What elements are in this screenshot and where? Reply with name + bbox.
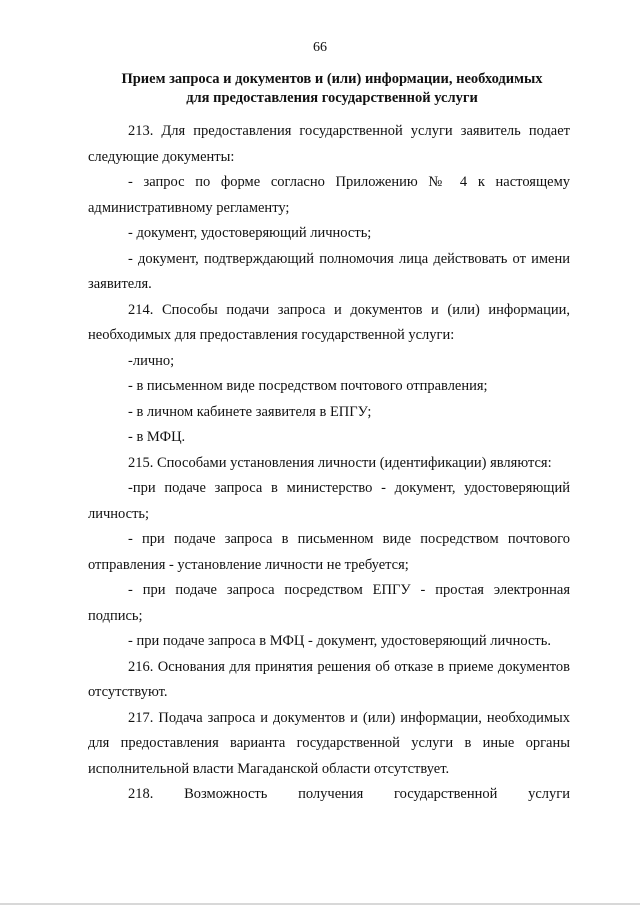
paragraph-217: 217. Подача запроса и документов и (или) информации, необходимых для предоставления варианта государственной услуги в иные органы исполнительной власти Магаданской области отсутствует. [88,709,570,777]
list-item: - в письменном виде посредством почтового отправления; [128,378,488,394]
list-item: - запрос по форме согласно Приложению № 4 к настоящему административному регламенту; [88,174,570,216]
list-item: - в личном кабинете заявителя в ЕПГУ; [128,403,372,420]
paragraph-214: 214. Способы подачи запроса и документов и (или) информации, необходимых для предоставления государственной услуги: [88,301,570,343]
list-item: - документ, подтверждающий полномочия лица действовать от имени заявителя. [88,250,570,292]
list-item: -при подаче запроса в министерство - документ, удостоверяющий личность; [88,480,570,522]
list-item: - при подаче запроса в МФЦ - документ, удостоверяющий личность. [128,633,551,649]
paragraph-213: 213. Для предоставления государственной услуги заявитель подает следующие документы: [88,123,570,165]
list-item: - документ, удостоверяющий личность; [128,225,372,241]
paragraph-215: 215. Способами установления личности (идентификации) являются: [128,454,552,471]
paragraph-216: 216. Основания для принятия решения об отказе в приеме документов отсутствуют. [88,658,570,700]
list-item: - при подаче запроса в письменном виде посредством почтового отправления - установление личности не требуется; [88,531,570,573]
list-item: - при подаче запроса посредством ЕПГУ - простая электронная подпись; [88,582,570,624]
document-body [88,119,570,808]
heading-line-1: Прием запроса и документов и (или) информации, необходимых [121,71,543,87]
heading-line-2: для предоставления государственной услуги [186,90,478,106]
paragraph-218: 218. Возможность получения государственной услуги [128,786,570,802]
page-number: 66 [313,40,327,55]
list-item: - в МФЦ. [128,429,186,445]
list-item: -лично; [128,352,175,369]
section-heading [88,70,576,108]
